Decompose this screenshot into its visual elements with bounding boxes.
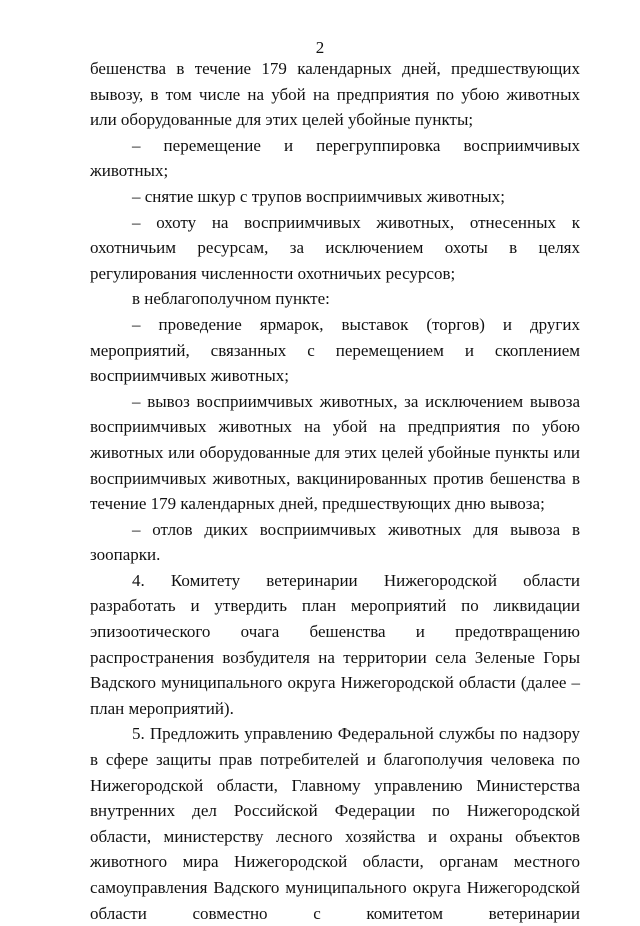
list-item-trapping: – отлов диких восприимчивых животных для вывоза в зоопарки.	[90, 519, 580, 565]
document-body	[90, 56, 580, 926]
section-label-unfavorable-point: в неблагополучном пункте:	[132, 289, 330, 309]
clause-4: 4. Комитету ветеринарии Нижегородской области разработать и утвердить план мероприятий по ликвидации эпизоотического очага бешенства и предотвращению распространения возбудителя на территории села Зеленые Горы Вадского муниципального округа Нижегородской области (далее – план мероприятий).	[90, 570, 580, 718]
clause-5: 5. Предложить управлению Федеральной службы по надзору в сфере защиты прав потребителей и благополучия человека по Нижегородской области, Главному управлению Министерства внутренних дел Российской Федерации по Нижегородской области, министерству лесного хозяйства и охраны объектов животного мира Нижегородской области, органам местного самоуправления Вадского муниципального округа Нижегородской области совместно с комитетом ветеринарии	[90, 724, 580, 923]
paragraph-continuation: бешенства в течение 179 календарных дней, предшествующих вывозу, в том числе на убой на предприятия по убою животных или оборудованные для этих целей убойные пункты;	[90, 59, 580, 130]
list-item-hunting: – охоту на восприимчивых животных, отнесенных к охотничьим ресурсам, за исключением охоты в целях регулирования численности охотничьих ресурсов;	[90, 212, 580, 283]
page-number: 2	[315, 38, 325, 57]
list-item-regrouping: – перемещение и перегруппировка восприимчивых животных;	[90, 135, 580, 181]
list-item-fairs: – проведение ярмарок, выставок (торгов) и других мероприятий, связанных с перемещением и скоплением восприимчивых животных;	[90, 314, 580, 386]
list-item-skinning: – снятие шкур с трупов восприимчивых животных;	[132, 186, 505, 206]
list-item-export: – вывоз восприимчивых животных, за исключением вывоза восприимчивых животных на убой на предприятия по убою животных или оборудованные для этих целей убойные пункты или восприимчивых животных, вакцинированных против бешенства в течение 179 календарных дней, предшествующих дню вывоза;	[90, 391, 580, 514]
